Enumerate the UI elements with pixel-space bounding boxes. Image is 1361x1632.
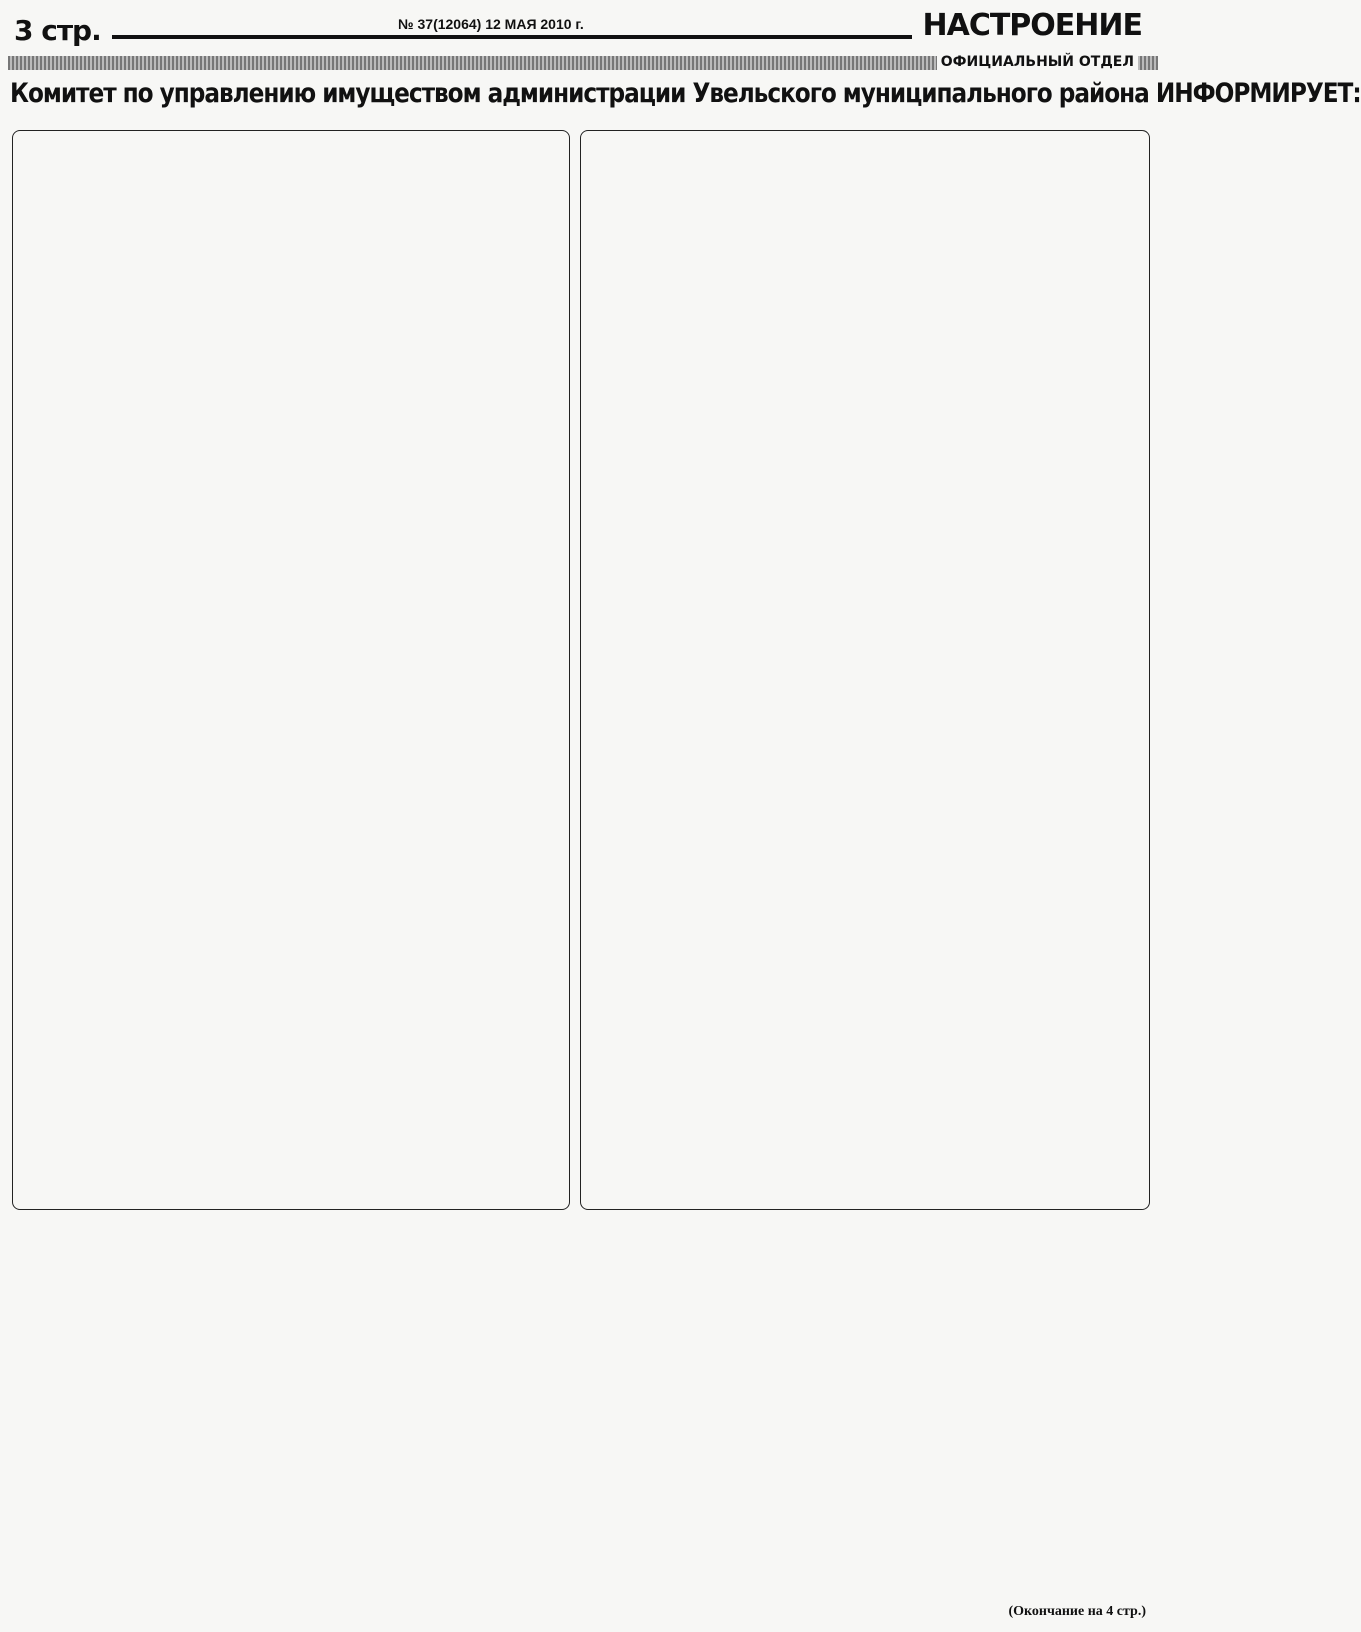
notice3-column-4 <box>572 1222 748 1602</box>
notice3-column-3 <box>388 1222 554 1602</box>
notice2-column-2 <box>770 138 948 1202</box>
page-number: 3 стр. <box>14 14 101 47</box>
notice2-column-1 <box>590 138 756 1202</box>
notice1-column-1 <box>22 138 186 1202</box>
notice3-column-6 <box>958 1222 1142 1602</box>
rubric-logo: НАСТРОЕНИЕ <box>922 8 1142 43</box>
page-headline: Комитет по управлению имуществом администрации Увельского муниципального района ИНФОРМИРУЕТ: <box>10 78 1361 109</box>
notice3-column-1 <box>16 1222 192 1602</box>
notice1-column-2 <box>200 138 364 1202</box>
continuation-note: (Окончание на 4 стр.) <box>1008 1604 1146 1619</box>
notice3-column-5 <box>766 1222 944 1602</box>
notice2-column-3 <box>962 138 1142 1202</box>
header-rule <box>112 35 912 39</box>
notice3-column-2 <box>208 1222 372 1602</box>
subrubric-label: ОФИЦИАЛЬНЫЙ ОТДЕЛ <box>937 54 1138 70</box>
issue-line: № 37(12064) 12 МАЯ 2010 г. <box>392 16 590 32</box>
notice1-column-3 <box>380 138 562 1202</box>
